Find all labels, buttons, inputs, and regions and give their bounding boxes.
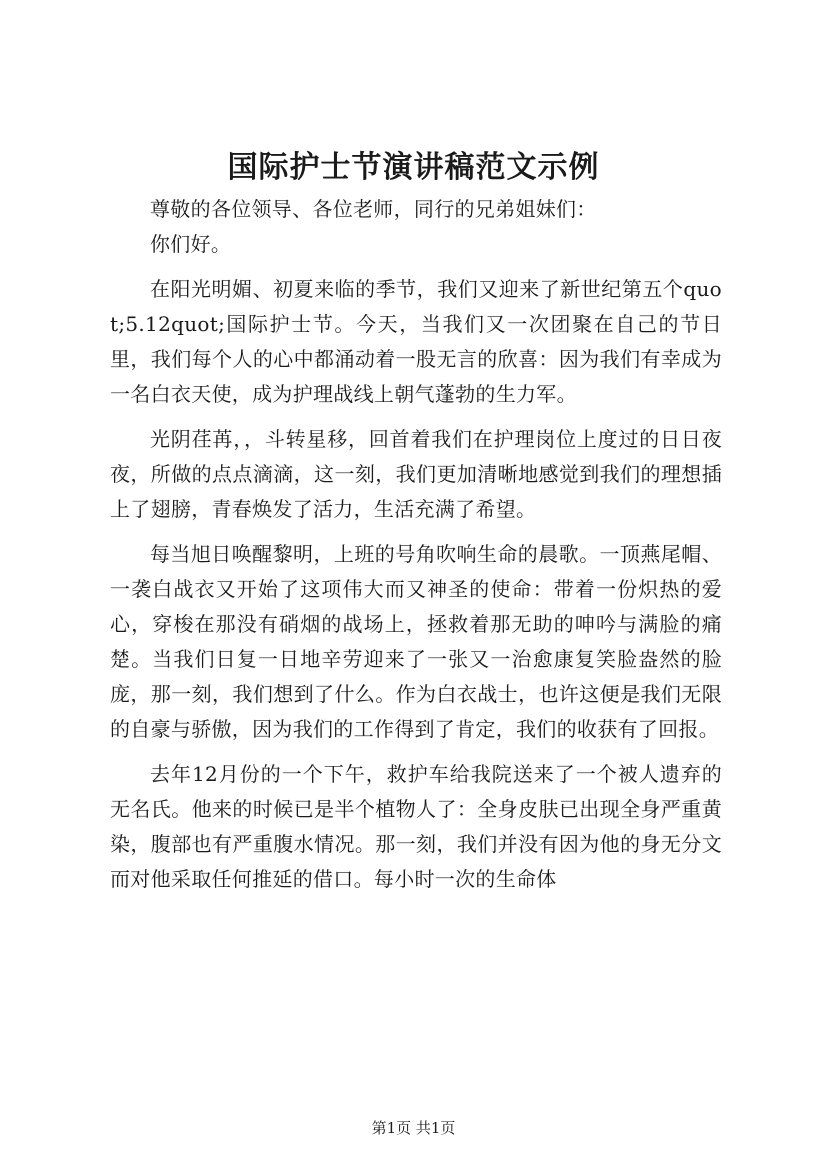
page-footer: 第1页 共1页: [371, 1119, 456, 1137]
paragraph-greeting: 你们好。: [150, 232, 232, 256]
paragraph-salutation: 尊敬的各位领导、各位老师，同行的兄弟姐妹们：: [150, 197, 597, 221]
paragraph-time-passes: 光阴荏苒，，斗转星移，回首着我们在护理岗位上度过的日日夜夜，所做的点点滴滴，这一刻，我们更加清晰地感觉到我们的理想插上了翅膀，青春焕发了活力，生活充满了希望。: [110, 427, 722, 521]
paragraph-daily-mission: 每当旭日唤醒黎明，上班的号角吹响生命的晨歌。一顶燕尾帽、一袭白战衣又开始了这项伟大而又神圣的使命：带着一份炽热的爱心，穿梭在那没有硝烟的战场上，拯救着那无助的呻吟与满脸的痛楚。当我们日复一日地辛劳迎来了一张又一治愈康复笑脸盎然的脸庞，那一刻，我们想到了什么。作为白衣战士，也许这便是我们无限的自豪与骄傲，因为我们的工作得到了肯定，我们的收获有了回报。: [110, 542, 722, 741]
document-body: [110, 192, 722, 897]
document-title: 国际护士节演讲稿范文示例: [227, 150, 600, 185]
paragraph-patient-story: 去年12月份的一个下午，救护车给我院送来了一个被人遗弃的无名氏。他来的时候已是半个植物人了：全身皮肤已出现全身严重黄染，腹部也有严重腹水情况。那一刻，我们并没有因为他的身无分文而对他采取任何推延的借口。每小时一次的生命体: [110, 762, 722, 891]
paragraph-nurses-day: 在阳光明媚、初夏来临的季节，我们又迎来了新世纪第五个quot;5.12quot;国际护士节。今天，当我们又一次团聚在自己的节日里，我们每个人的心中都涌动着一股无言的欣喜：因为我们有幸成为一名白衣天使，成为护理战线上朝气蓬勃的生力军。: [110, 277, 722, 406]
